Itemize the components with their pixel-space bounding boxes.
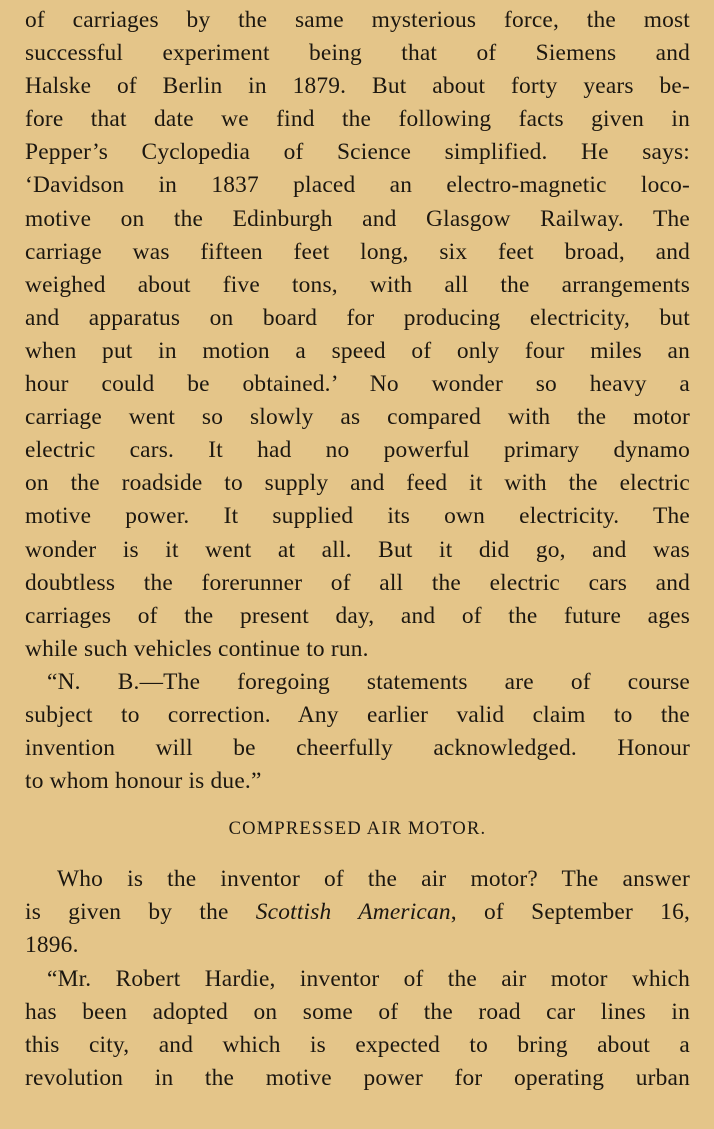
text-segment: , of September 16, — [450, 899, 691, 926]
text-line: carriage went so slowly as compared with the motor — [25, 404, 690, 431]
text-line: this city, and which is expected to bring about a — [25, 1031, 690, 1058]
text-line: doubtless the forerunner of all the electric cars and — [25, 569, 690, 596]
text-line: invention will be cheerfully acknowledged. Honour — [25, 735, 690, 762]
text-line — [25, 896, 690, 929]
paragraph-air-motor-inventor — [25, 863, 690, 962]
paragraph-nota-bene — [25, 666, 690, 798]
text-line: Halske of Berlin in 1879. But about forty years be- — [25, 73, 690, 100]
text-line: while such vehicles continue to run. — [25, 635, 369, 662]
text-line: electric cars. It had no powerful primary dynamo — [25, 437, 690, 464]
text-line: fore that date we find the following facts given in — [25, 106, 690, 133]
text-line: when put in motion a speed of only four miles an — [25, 337, 690, 364]
text-line: to whom honour is due.” — [25, 768, 262, 795]
paragraph-davidson-locomotive — [25, 4, 690, 666]
text-line: “Mr. Robert Hardie, inventor of the air motor which — [47, 965, 690, 992]
book-page — [25, 4, 690, 1095]
text-line: carriage was fifteen feet long, six feet broad, and — [25, 238, 690, 265]
text-line: hour could be obtained.’ No wonder so heavy a — [25, 371, 690, 398]
text-line: successful experiment being that of Siemens and — [25, 40, 690, 67]
text-line: on the roadside to supply and feed it with the electric — [25, 470, 690, 497]
text-line: carriages of the present day, and of the future ages — [25, 602, 690, 629]
text-line: weighed about five tons, with all the arrangements — [25, 271, 690, 298]
text-line: wonder is it went at all. But it did go, and was — [25, 536, 690, 563]
paragraph-robert-hardie — [25, 963, 690, 1095]
text-line: revolution in the motive power for operating urban — [25, 1064, 690, 1091]
text-line: motive power. It supplied its own electricity. The — [25, 503, 690, 530]
text-line: 1896. — [25, 932, 79, 959]
text-line: subject to correction. Any earlier valid claim to the — [25, 701, 690, 728]
text-line: Who is the inventor of the air motor? The answer — [57, 866, 690, 893]
text-line: has been adopted on some of the road car lines in — [25, 998, 690, 1025]
text-segment: is given by the — [25, 899, 256, 926]
text-line: and apparatus on board for producing electricity, but — [25, 304, 690, 331]
text-line: ‘Davidson in 1837 placed an electro-magnetic loco- — [25, 172, 690, 199]
text-line: of carriages by the same mysterious force, the most — [25, 7, 690, 33]
publication-title: Scottish American — [255, 899, 451, 926]
text-line: “N. B.—The foregoing statements are of course — [47, 668, 690, 695]
text-line: Pepper’s Cyclopedia of Science simplified. He says: — [25, 139, 690, 166]
text-line: motive on the Edinburgh and Glasgow Railway. The — [25, 205, 690, 232]
section-heading: COMPRESSED AIR MOTOR. — [228, 819, 487, 840]
